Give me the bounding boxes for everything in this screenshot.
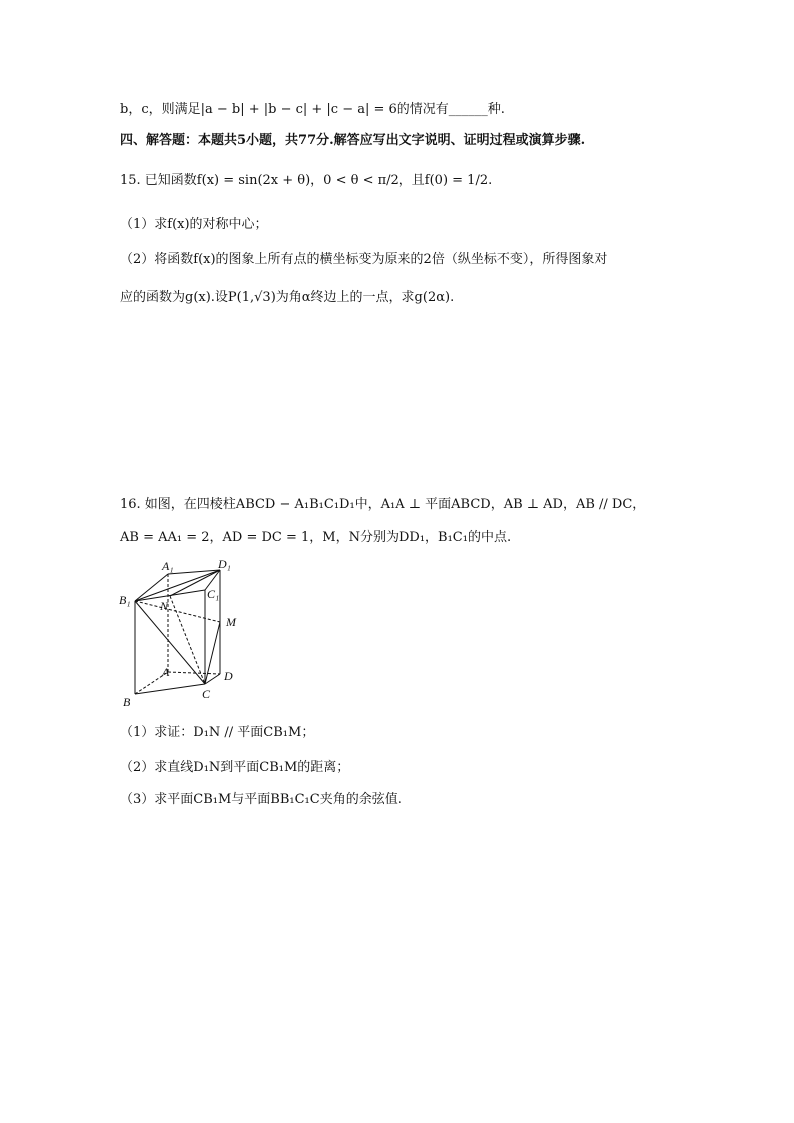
- q16-stem-line1: 16. 如图，在四棱柱ABCD − A₁B₁C₁D₁中，A₁A ⊥ 平面ABCD，AB ⊥ AD，AB // DC，: [120, 497, 646, 512]
- q15-part2-line2: 应的函数为g(x).设P(1,√3)为角α终边上的一点，求g(2α).: [120, 290, 455, 305]
- q16-part3: （3）求平面CB₁M与平面BB₁C₁C夹角的余弦值.: [120, 792, 402, 807]
- edge-A1D1: [168, 570, 220, 574]
- label-A1: A₁: [162, 560, 174, 573]
- q16-part1: （1）求证：D₁N // 平面CB₁M；: [120, 725, 315, 740]
- prism-figure: [118, 560, 248, 710]
- q16-stem-line2: AB = AA₁ = 2，AD = DC = 1，M，N分别为DD₁，B₁C₁的中点.: [120, 530, 512, 545]
- section-4-title: 四、解答题：本题共5小题，共77分.解答应写出文字说明、证明过程或演算步骤.: [120, 133, 586, 148]
- label-C: C: [202, 687, 211, 701]
- edge-BC: [135, 684, 205, 694]
- label-M: M: [226, 615, 236, 629]
- q14-tail: b，c，则满足|a − b| + |b − c| + |c − a| = 6的情况有______种.: [120, 102, 505, 117]
- label-B1: B₁: [119, 593, 131, 607]
- q15-part1: （1）求f(x)的对称中心；: [120, 217, 268, 232]
- line-CM: [205, 622, 220, 684]
- line-N-C: [170, 596, 205, 684]
- q15-part2-line1: （2）将函数f(x)的图象上所有点的横坐标变为原来的2倍（纵坐标不变），所得图象对: [120, 252, 608, 267]
- q16-part2: （2）求直线D₁N到平面CB₁M的距离；: [120, 760, 350, 775]
- line-B1C: [135, 601, 205, 684]
- label-B: B: [123, 695, 131, 709]
- edge-AD: [168, 672, 220, 674]
- label-D1: D₁: [218, 560, 231, 571]
- label-D: D: [224, 669, 233, 683]
- label-A: A: [162, 665, 170, 679]
- label-C1: C₁: [207, 587, 220, 601]
- label-N: N: [160, 599, 169, 613]
- line-B1M: [135, 601, 220, 622]
- q15-stem: 15. 已知函数f(x) = sin(2x + θ)，0 < θ < π/2，且f(0) = 1/2.: [120, 173, 493, 188]
